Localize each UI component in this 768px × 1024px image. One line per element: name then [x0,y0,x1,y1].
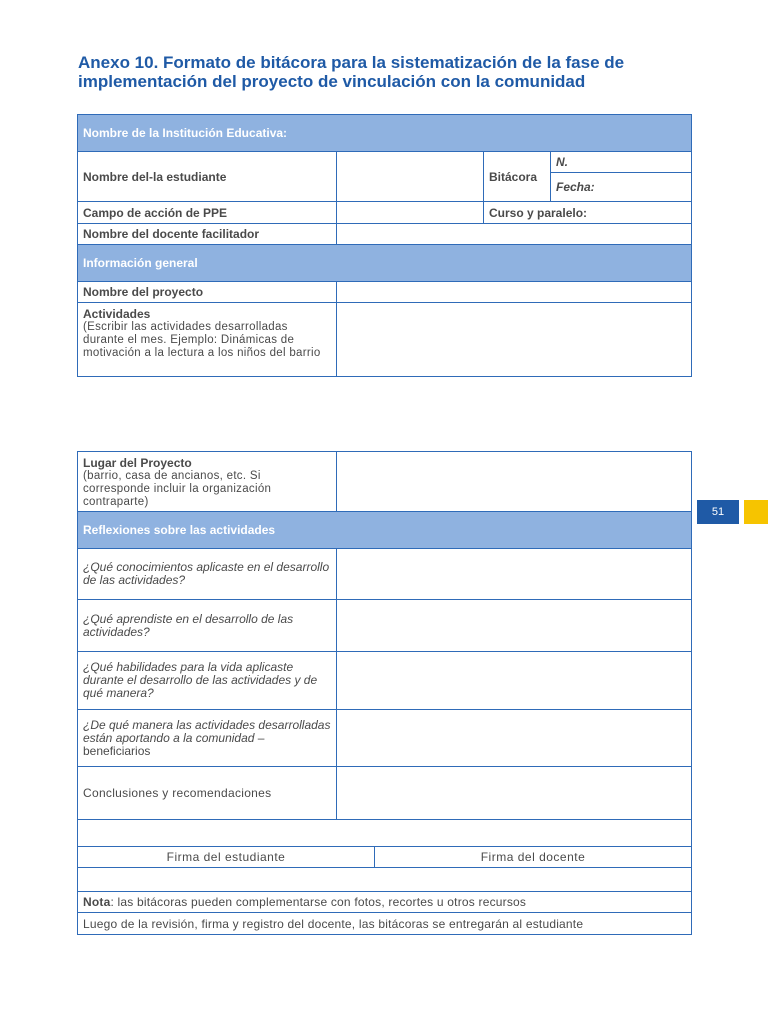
signature-space[interactable] [78,820,692,847]
student-signature-label: Firma del estudiante [78,847,375,868]
student-name-field[interactable] [337,152,484,202]
field-of-action-field[interactable] [337,202,484,224]
teacher-signature-label: Firma del docente [375,847,692,868]
log-number-field[interactable]: N. [551,152,692,173]
answer-learning-field[interactable] [337,600,692,652]
student-name-label: Nombre del-la estudiante [78,152,337,202]
reflection-table [77,451,692,935]
activities-field[interactable] [337,303,692,377]
answer-life-skills-field[interactable] [337,652,692,710]
question-knowledge: ¿Qué conocimientos aplicaste en el desarrollo de las actividades? [78,549,337,600]
page-tab-accent [744,500,768,524]
activities-cell [78,303,337,377]
page-number: 51 [697,500,739,524]
institution-header: Nombre de la Institución Educativa: [78,115,692,152]
final-note: Luego de la revisión, firma y registro del docente, las bitácoras se entregarán al estudiante [78,913,692,935]
note-label: Nota [83,895,111,909]
question-life-skills: ¿Qué habilidades para la vida aplicaste durante el desarrollo de las actividades y de qué manera? [78,652,337,710]
note-row [78,892,692,913]
teacher-name-field[interactable] [337,224,692,245]
place-cell [78,452,337,512]
field-of-action-label: Campo de acción de PPE [78,202,337,224]
place-hint: (barrio, casa de ancianos, etc. Si corresponde incluir la organización contraparte) [83,470,272,508]
activities-label: Actividades [83,307,151,321]
answer-community-field[interactable] [337,710,692,767]
activities-hint: (Escribir las actividades desarrolladas durante el mes. Ejemplo: Dinámicas de motivación a la lectura a los niños del barrio [83,321,321,359]
general-info-header: Información general [78,245,692,282]
question-learning: ¿Qué aprendiste en el desarrollo de las actividades? [78,600,337,652]
reflections-header: Reflexiones sobre las actividades [78,512,692,549]
conclusions-label: Conclusiones y recomendaciones [78,767,337,820]
page-title: Anexo 10. Formato de bitácora para la sistematización de la fase de implementación del proyecto de vinculación con la comunidad [78,53,625,91]
conclusions-field[interactable] [337,767,692,820]
course-field[interactable]: Curso y paralelo: [484,202,692,224]
place-field[interactable] [337,452,692,512]
answer-knowledge-field[interactable] [337,549,692,600]
project-name-field[interactable] [337,282,692,303]
question-community [78,710,337,767]
question-community-suffix: – beneficiarios [83,730,265,758]
question-community-text: ¿De qué manera las actividades desarrolladas están aportando a la comunidad [83,717,331,745]
student-info-table [77,114,692,377]
project-name-label: Nombre del proyecto [78,282,337,303]
place-label: Lugar del Proyecto [83,456,192,470]
blank-row [78,868,692,892]
log-date-field[interactable]: Fecha: [551,173,692,202]
bitacora-label: Bitácora [484,152,551,202]
note-text: : las bitácoras pueden complementarse con fotos, recortes u otros recursos [110,895,527,909]
teacher-name-label: Nombre del docente facilitador [78,224,337,245]
